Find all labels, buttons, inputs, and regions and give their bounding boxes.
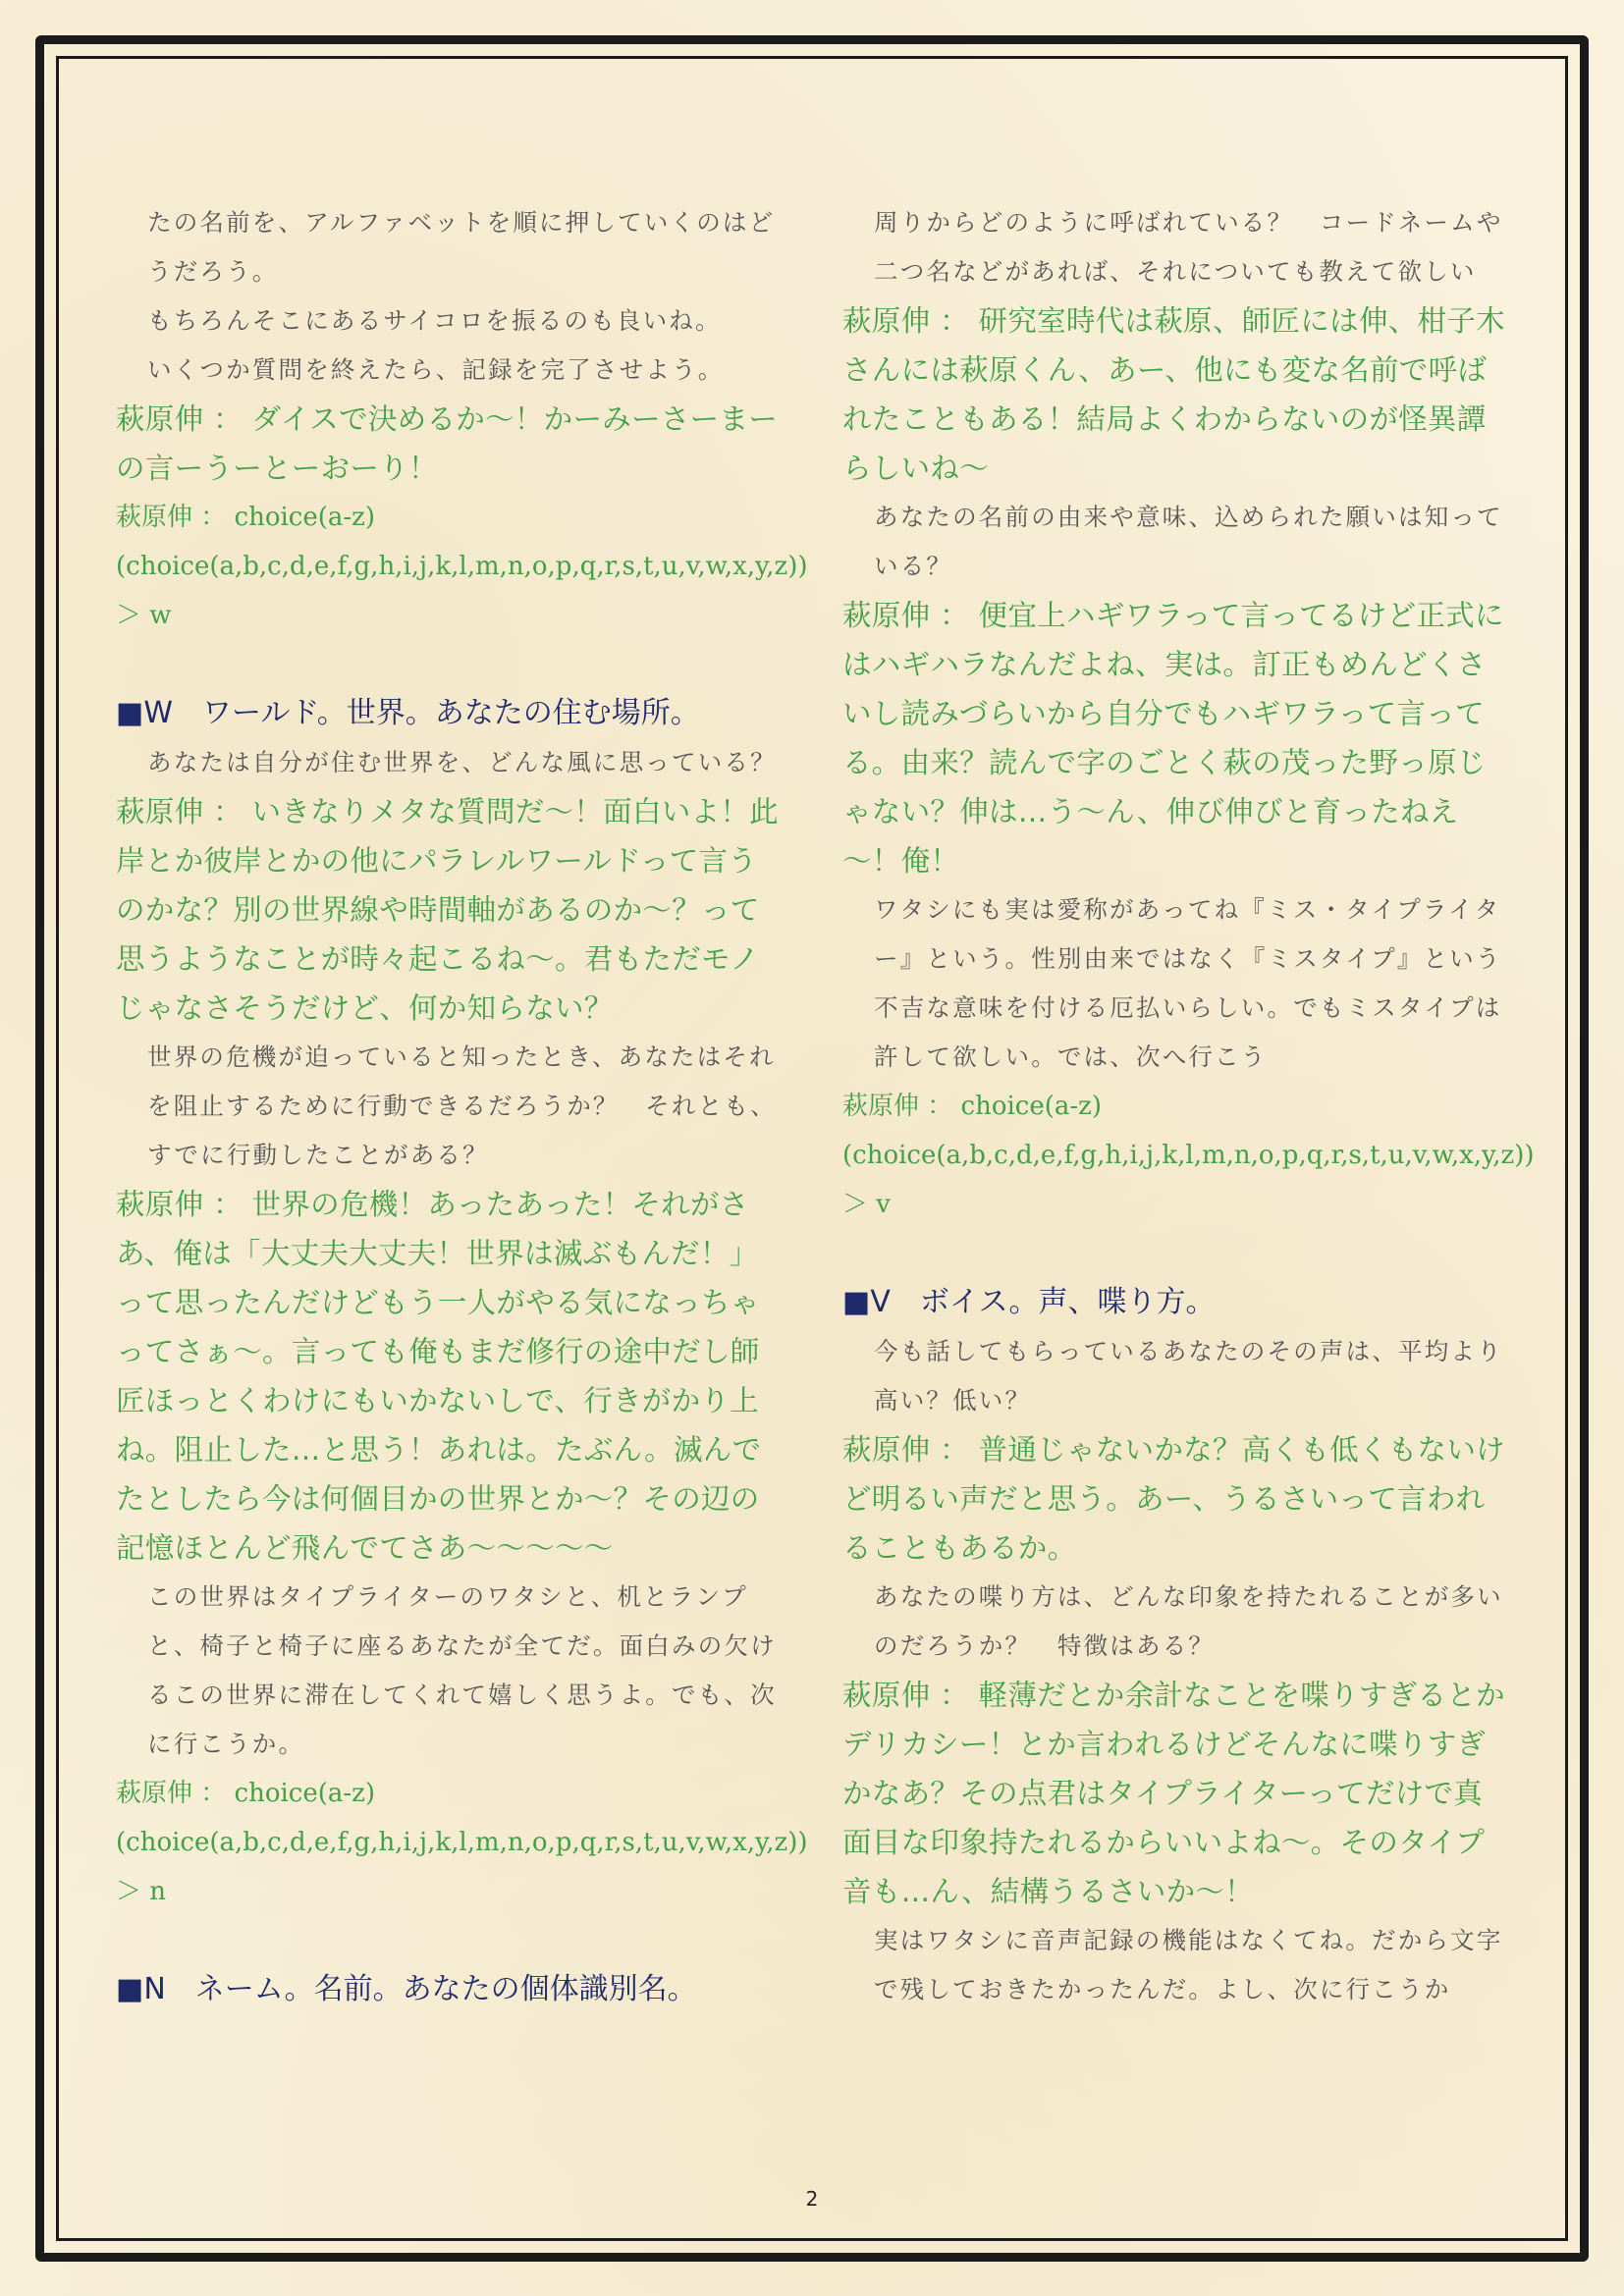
left-column xyxy=(116,198,808,2014)
dice-result: (choice(a,b,c,d,e,f,g,h,i,j,k,l,m,n,o,p,q,r,s,t,u,v,w,x,y,z)) ＞ w xyxy=(116,552,808,630)
narration-text: 今も話してもらっているあなたのその声は、平均より高い？低い？ xyxy=(874,1337,1503,1415)
narration-text: いくつか質問を終えたら、記録を完了させよう。 xyxy=(147,355,725,384)
dice-command: 萩原伸 ： choice(a-z) xyxy=(116,503,376,532)
dialogue-text: 萩原伸 ： 便宜上ハギワラって言ってるけど正式にはハギハラなんだよね、実は。訂正もめんどくさいし読みづらいから自分でもハギワラって言ってる。由来？読んで字のごとく萩の茂った野っ原じゃない？伸は…う～ん、伸び伸びと育ったねえ～！俺！ xyxy=(842,599,1504,878)
dice-command: 萩原伸 ： choice(a-z) xyxy=(116,1779,376,1808)
narration-text: あなたの喋り方は、どんな印象を持たれることが多いのだろうか？ 特徴はある？ xyxy=(874,1582,1503,1660)
narration-text: 周りからどのように呼ばれている？ コードネームや二つ名などがあれば、それについても教えて欲しい xyxy=(874,208,1503,286)
dialogue-text: 萩原伸 ： 軽薄だとか余計なことを喋りすぎるとかデリカシー！とか言われるけどそんなに喋りすぎかなあ？その点君はタイプライターってだけで真面目な印象持たれるからいいよね～。そのタイプ音も…ん、結構うるさいか～！ xyxy=(842,1679,1505,1908)
narration-text: たの名前を、アルファベットを順に押していくのはどうだろう。 xyxy=(147,208,776,286)
narration-text: もちろんそこにあるサイコロを振るのも良いね。 xyxy=(147,306,722,335)
narration-text: 世界の危機が迫っていると知ったとき、あなたはそれを阻止するために行動できるだろうか？ それとも、すでに行動したことがある？ xyxy=(147,1042,777,1169)
dice-command: 萩原伸 ： choice(a-z) xyxy=(842,1092,1103,1121)
dialogue-text: 萩原伸 ： ダイスで決めるか～！かーみーさーまーの言ーうーとーおーり！ xyxy=(116,402,779,485)
dialogue-text: 萩原伸 ： 普通じゃないかな？高くも低くもないけど明るい声だと思う。あー、うるさいって言われることもあるか。 xyxy=(842,1433,1505,1565)
page-number: 2 xyxy=(805,2187,819,2211)
section-heading-v: ■V ボイス。声、喋り方。 xyxy=(842,1285,1216,1319)
narration-text: あなたの名前の由来や意味、込められた願いは知っている？ xyxy=(874,503,1503,580)
dice-result: (choice(a,b,c,d,e,f,g,h,i,j,k,l,m,n,o,p,q,r,s,t,u,v,w,x,y,z)) ＞ v xyxy=(842,1141,1535,1219)
dialogue-text: 萩原伸 ： 研究室時代は萩原、師匠には伸、柑子木さんには萩原くん、あー、他にも変な名前で呼ばれたこともある！結局よくわからないのが怪異譚らしいね～ xyxy=(842,304,1505,485)
section-heading-w: ■W ワールド。世界。あなたの住む場所。 xyxy=(116,696,700,730)
narration-text: この世界はタイプライターのワタシと、机とランプと、椅子と椅子に座るあなたが全てだ。面白みの欠けるこの世界に滞在してくれて嬉しく思うよ。でも、次に行こうか。 xyxy=(147,1582,777,1758)
dialogue-text: 萩原伸 ： 世界の危機！あったあった！それがさあ、俺は「大丈夫大丈夫！世界は滅ぶもんだ！」って思ったんだけどもう一人がやる気になっちゃってさぁ～。言っても俺もまだ修行の途中だし師匠ほっとくわけにもいかないしで、行きがかり上ね。阻止した…と思う！あれは。たぶん。滅んでたとしたら今は何個目かの世界とか～？その辺の記憶ほとんど飛んでてさあ～～～～～ xyxy=(116,1188,762,1565)
section-heading-n: ■N ネーム。名前。あなたの個体識別名。 xyxy=(116,1972,697,2006)
right-column xyxy=(842,198,1535,2014)
dialogue-text: 萩原伸 ： いきなりメタな質問だ～！面白いよ！此岸とか彼岸とかの他にパラレルワールドって言うのかな？別の世界線や時間軸があるのか～？って思うようなことが時々起こるね～。君もただモノじゃなさそうだけど、何か知らない？ xyxy=(116,795,779,1025)
narration-text: ワタシにも実は愛称があってね『ミス・タイプライター』という。性別由来ではなく『ミスタイプ』という不吉な意味を付ける厄払いらしい。でもミスタイプは許して欲しい。では、次へ行こう xyxy=(874,895,1502,1071)
dice-result: (choice(a,b,c,d,e,f,g,h,i,j,k,l,m,n,o,p,q,r,s,t,u,v,w,x,y,z)) ＞ n xyxy=(116,1828,808,1906)
narration-text: 実はワタシに音声記録の機能はなくてね。だから文字で残しておきたかったんだ。よし、次に行こうか xyxy=(874,1926,1503,2003)
narration-text: あなたは自分が住む世界を、どんな風に思っている？ xyxy=(147,748,777,776)
